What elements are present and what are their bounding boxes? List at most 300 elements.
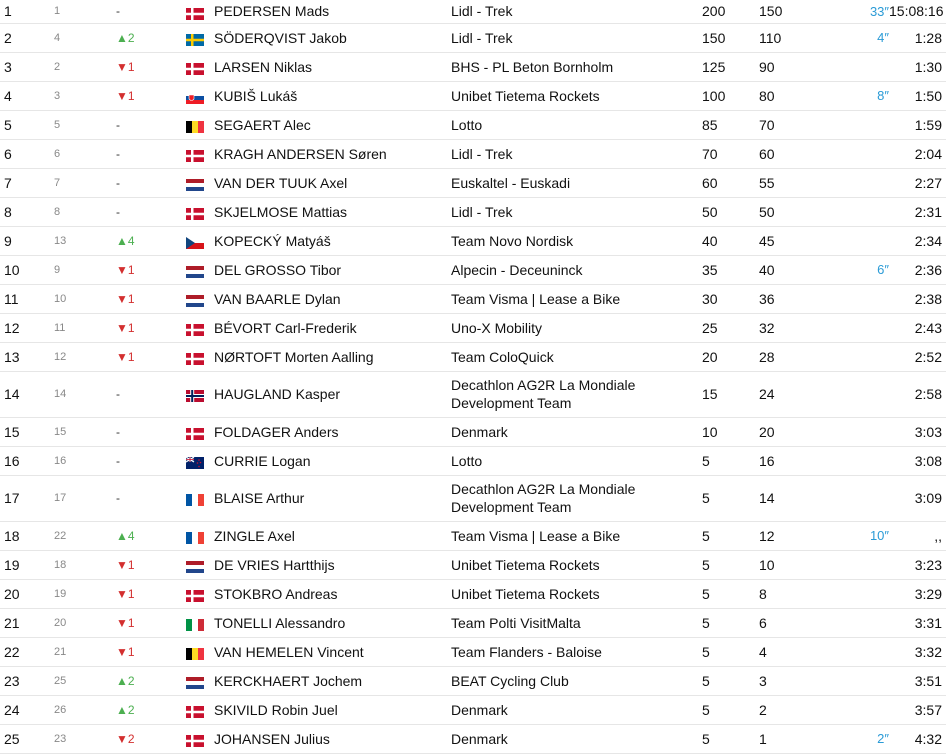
uci-points-cell: 5: [702, 475, 759, 521]
rank-cell: 24: [0, 695, 54, 724]
table-row[interactable]: [0, 313, 946, 342]
rank-cell: 23: [0, 666, 54, 695]
time-gap-cell: 2:36: [889, 255, 946, 284]
table-row[interactable]: [0, 81, 946, 110]
bonus-seconds-cell: 33″: [849, 0, 889, 23]
points-cell: 16: [759, 446, 849, 475]
flag-cell: [186, 446, 214, 475]
rank-change-cell: -: [116, 168, 186, 197]
rider-name-link[interactable]: VAN HEMELEN Vincent: [214, 637, 451, 666]
time-gap-cell: 3:03: [889, 417, 946, 446]
table-row[interactable]: [0, 475, 946, 521]
sweden-flag-icon: [186, 33, 204, 45]
team-name-link[interactable]: BHS - PL Beton Bornholm: [451, 52, 702, 81]
table-row[interactable]: [0, 255, 946, 284]
rider-name-link[interactable]: DE VRIES Hartthijs: [214, 550, 451, 579]
team-name-link[interactable]: Denmark: [451, 724, 702, 753]
rank-change-cell: ▼1: [116, 608, 186, 637]
uci-points-cell: 50: [702, 197, 759, 226]
bonus-seconds-cell: [849, 550, 889, 579]
uci-points-cell: 100: [702, 81, 759, 110]
denmark-flag-icon: [186, 62, 204, 74]
rank-cell: 16: [0, 446, 54, 475]
previous-rank-cell: 21: [54, 637, 116, 666]
table-row[interactable]: [0, 371, 946, 417]
time-gap-cell: ,,: [889, 521, 946, 550]
previous-rank-cell: 19: [54, 579, 116, 608]
netherlands-flag-icon: [186, 178, 204, 190]
previous-rank-cell: 9: [54, 255, 116, 284]
rider-name-link[interactable]: HAUGLAND Kasper: [214, 371, 451, 417]
rank-change-cell: ▼1: [116, 255, 186, 284]
previous-rank-cell: 10: [54, 284, 116, 313]
denmark-flag-icon: [186, 427, 204, 439]
flag-cell: [186, 417, 214, 446]
points-cell: 80: [759, 81, 849, 110]
points-cell: 4: [759, 637, 849, 666]
belgium-flag-icon: [186, 647, 204, 659]
previous-rank-cell: 1: [54, 0, 116, 23]
uci-points-cell: 5: [702, 550, 759, 579]
uci-points-cell: 70: [702, 139, 759, 168]
uci-points-cell: 200: [702, 0, 759, 23]
rank-cell: 11: [0, 284, 54, 313]
previous-rank-cell: 22: [54, 521, 116, 550]
bonus-seconds-cell: [849, 313, 889, 342]
team-name-link[interactable]: Lotto: [451, 110, 702, 139]
team-name-link[interactable]: Lotto: [451, 446, 702, 475]
uci-points-cell: 60: [702, 168, 759, 197]
bonus-seconds-cell: [849, 226, 889, 255]
rank-cell: 7: [0, 168, 54, 197]
netherlands-flag-icon: [186, 676, 204, 688]
rider-name-link[interactable]: DEL GROSSO Tibor: [214, 255, 451, 284]
flag-cell: [186, 23, 214, 52]
rank-change-cell: ▼1: [116, 342, 186, 371]
table-row[interactable]: [0, 168, 946, 197]
bonus-seconds-cell: 6″: [849, 255, 889, 284]
bonus-seconds-cell: [849, 608, 889, 637]
italy-flag-icon: [186, 618, 204, 630]
table-row[interactable]: [0, 52, 946, 81]
team-name-link[interactable]: Uno-X Mobility: [451, 313, 702, 342]
points-cell: 50: [759, 197, 849, 226]
points-cell: 20: [759, 417, 849, 446]
table-row[interactable]: [0, 417, 946, 446]
bonus-seconds-cell: [849, 139, 889, 168]
rider-name-link[interactable]: TONELLI Alessandro: [214, 608, 451, 637]
points-cell: 36: [759, 284, 849, 313]
flag-cell: [186, 52, 214, 81]
rank-change-cell: -: [116, 139, 186, 168]
team-name-link[interactable]: Team Flanders - Baloise: [451, 637, 702, 666]
bonus-seconds-cell: [849, 342, 889, 371]
uci-points-cell: 125: [702, 52, 759, 81]
bonus-seconds-cell: 8″: [849, 81, 889, 110]
previous-rank-cell: 23: [54, 724, 116, 753]
points-cell: 24: [759, 371, 849, 417]
time-gap-cell: 1:50: [889, 81, 946, 110]
rank-cell: 17: [0, 475, 54, 521]
time-gap-cell: 3:29: [889, 579, 946, 608]
previous-rank-cell: 4: [54, 23, 116, 52]
netherlands-flag-icon: [186, 560, 204, 572]
bonus-seconds-cell: [849, 284, 889, 313]
rank-change-cell: ▲4: [116, 521, 186, 550]
table-row[interactable]: [0, 724, 946, 753]
team-name-link[interactable]: Team Visma | Lease a Bike: [451, 284, 702, 313]
rank-change-cell: ▼1: [116, 579, 186, 608]
team-name-link[interactable]: Denmark: [451, 417, 702, 446]
rank-cell: 14: [0, 371, 54, 417]
rank-change-cell: -: [116, 197, 186, 226]
points-cell: 60: [759, 139, 849, 168]
netherlands-flag-icon: [186, 265, 204, 277]
uci-points-cell: 5: [702, 579, 759, 608]
time-gap-cell: 2:31: [889, 197, 946, 226]
table-row[interactable]: [0, 0, 946, 23]
time-gap-cell: 3:51: [889, 666, 946, 695]
rank-cell: 12: [0, 313, 54, 342]
rank-change-cell: -: [116, 417, 186, 446]
uci-points-cell: 150: [702, 23, 759, 52]
time-gap-cell: 2:38: [889, 284, 946, 313]
table-row[interactable]: [0, 695, 946, 724]
rank-cell: 18: [0, 521, 54, 550]
previous-rank-cell: 15: [54, 417, 116, 446]
rider-name-link[interactable]: KUBIŠ Lukáš: [214, 81, 451, 110]
rider-name-link[interactable]: VAN BAARLE Dylan: [214, 284, 451, 313]
team-name-link[interactable]: Lidl - Trek: [451, 23, 702, 52]
uci-points-cell: 85: [702, 110, 759, 139]
flag-cell: [186, 550, 214, 579]
rider-name-link[interactable]: ZINGLE Axel: [214, 521, 451, 550]
bonus-seconds-cell: 4″: [849, 23, 889, 52]
table-row[interactable]: [0, 197, 946, 226]
team-name-link[interactable]: Alpecin - Deceuninck: [451, 255, 702, 284]
flag-cell: [186, 110, 214, 139]
rider-name-link[interactable]: VAN DER TUUK Axel: [214, 168, 451, 197]
points-cell: 6: [759, 608, 849, 637]
rank-cell: 3: [0, 52, 54, 81]
team-name-link[interactable]: Decathlon AG2R La Mondiale Development Team: [451, 371, 702, 417]
rider-name-link[interactable]: BLAISE Arthur: [214, 475, 451, 521]
rank-cell: 1: [0, 0, 54, 23]
flag-cell: [186, 579, 214, 608]
bonus-seconds-cell: [849, 475, 889, 521]
rank-change-cell: ▼1: [116, 52, 186, 81]
rank-change-cell: ▼2: [116, 724, 186, 753]
denmark-flag-icon: [186, 705, 204, 717]
flag-cell: [186, 666, 214, 695]
rank-cell: 6: [0, 139, 54, 168]
bonus-seconds-cell: [849, 52, 889, 81]
bonus-seconds-cell: [849, 666, 889, 695]
france-flag-icon: [186, 531, 204, 543]
team-name-link[interactable]: Team Novo Nordisk: [451, 226, 702, 255]
points-cell: 40: [759, 255, 849, 284]
uci-points-cell: 30: [702, 284, 759, 313]
previous-rank-cell: 5: [54, 110, 116, 139]
flag-cell: [186, 342, 214, 371]
uci-points-cell: 5: [702, 521, 759, 550]
bonus-seconds-cell: [849, 446, 889, 475]
denmark-flag-icon: [186, 149, 204, 161]
uci-points-cell: 5: [702, 695, 759, 724]
rider-name-link[interactable]: STOKBRO Andreas: [214, 579, 451, 608]
flag-cell: [186, 521, 214, 550]
rank-cell: 22: [0, 637, 54, 666]
flag-cell: [186, 255, 214, 284]
france-flag-icon: [186, 493, 204, 505]
previous-rank-cell: 18: [54, 550, 116, 579]
rider-name-link[interactable]: KOPECKÝ Matyáš: [214, 226, 451, 255]
rank-cell: 13: [0, 342, 54, 371]
rider-name-link[interactable]: JOHANSEN Julius: [214, 724, 451, 753]
rider-name-link[interactable]: SÖDERQVIST Jakob: [214, 23, 451, 52]
previous-rank-cell: 20: [54, 608, 116, 637]
team-name-link[interactable]: BEAT Cycling Club: [451, 666, 702, 695]
rank-change-cell: ▼1: [116, 313, 186, 342]
time-gap-cell: 2:34: [889, 226, 946, 255]
time-gap-cell: 3:32: [889, 637, 946, 666]
points-cell: 45: [759, 226, 849, 255]
team-name-link[interactable]: Unibet Tietema Rockets: [451, 81, 702, 110]
time-gap-cell: 15:08:16: [889, 0, 946, 23]
rider-name-link[interactable]: BÉVORT Carl-Frederik: [214, 313, 451, 342]
flag-cell: [186, 371, 214, 417]
team-name-link[interactable]: Denmark: [451, 695, 702, 724]
table-row[interactable]: [0, 579, 946, 608]
time-gap-cell: 1:30: [889, 52, 946, 81]
uci-points-cell: 15: [702, 371, 759, 417]
previous-rank-cell: 16: [54, 446, 116, 475]
points-cell: 12: [759, 521, 849, 550]
previous-rank-cell: 26: [54, 695, 116, 724]
rider-name-link[interactable]: PEDERSEN Mads: [214, 0, 451, 23]
previous-rank-cell: 13: [54, 226, 116, 255]
points-cell: 2: [759, 695, 849, 724]
points-cell: 32: [759, 313, 849, 342]
flag-cell: [186, 168, 214, 197]
denmark-flag-icon: [186, 7, 204, 19]
rider-name-link[interactable]: SEGAERT Alec: [214, 110, 451, 139]
points-cell: 90: [759, 52, 849, 81]
rank-change-cell: ▼1: [116, 81, 186, 110]
previous-rank-cell: 8: [54, 197, 116, 226]
flag-cell: [186, 608, 214, 637]
points-cell: 3: [759, 666, 849, 695]
rank-change-cell: ▲2: [116, 23, 186, 52]
flag-cell: [186, 139, 214, 168]
table-row[interactable]: [0, 342, 946, 371]
points-cell: 14: [759, 475, 849, 521]
rank-cell: 19: [0, 550, 54, 579]
table-row[interactable]: [0, 139, 946, 168]
rank-cell: 4: [0, 81, 54, 110]
bonus-seconds-cell: [849, 579, 889, 608]
uci-points-cell: 20: [702, 342, 759, 371]
rank-change-cell: -: [116, 371, 186, 417]
previous-rank-cell: 17: [54, 475, 116, 521]
rank-cell: 15: [0, 417, 54, 446]
rider-name-link[interactable]: NØRTOFT Morten Aalling: [214, 342, 451, 371]
bonus-seconds-cell: 2″: [849, 724, 889, 753]
team-name-link[interactable]: Lidl - Trek: [451, 0, 702, 23]
team-name-link[interactable]: Unibet Tietema Rockets: [451, 550, 702, 579]
points-cell: 70: [759, 110, 849, 139]
bonus-seconds-cell: [849, 417, 889, 446]
time-gap-cell: 3:09: [889, 475, 946, 521]
rank-change-cell: -: [116, 0, 186, 23]
rank-cell: 9: [0, 226, 54, 255]
rank-cell: 10: [0, 255, 54, 284]
rank-change-cell: ▼1: [116, 284, 186, 313]
previous-rank-cell: 3: [54, 81, 116, 110]
denmark-flag-icon: [186, 323, 204, 335]
team-name-link[interactable]: Team ColoQuick: [451, 342, 702, 371]
rank-cell: 25: [0, 724, 54, 753]
table-row[interactable]: [0, 666, 946, 695]
uci-points-cell: 5: [702, 446, 759, 475]
points-cell: 28: [759, 342, 849, 371]
uci-points-cell: 10: [702, 417, 759, 446]
rank-cell: 21: [0, 608, 54, 637]
time-gap-cell: 2:58: [889, 371, 946, 417]
rank-change-cell: ▲4: [116, 226, 186, 255]
time-gap-cell: 2:04: [889, 139, 946, 168]
rider-name-link[interactable]: SKJELMOSE Mattias: [214, 197, 451, 226]
flag-cell: [186, 313, 214, 342]
czechia-flag-icon: [186, 236, 204, 248]
denmark-flag-icon: [186, 352, 204, 364]
flag-cell: [186, 637, 214, 666]
time-gap-cell: 3:57: [889, 695, 946, 724]
team-name-link[interactable]: Euskaltel - Euskadi: [451, 168, 702, 197]
rank-change-cell: ▼1: [116, 550, 186, 579]
rank-cell: 5: [0, 110, 54, 139]
rider-name-link[interactable]: CURRIE Logan: [214, 446, 451, 475]
points-cell: 1: [759, 724, 849, 753]
team-name-link[interactable]: Lidl - Trek: [451, 139, 702, 168]
time-gap-cell: 3:08: [889, 446, 946, 475]
rider-name-link[interactable]: SKIVILD Robin Juel: [214, 695, 451, 724]
table-row[interactable]: [0, 446, 946, 475]
time-gap-cell: 2:43: [889, 313, 946, 342]
uci-points-cell: 5: [702, 637, 759, 666]
team-name-link[interactable]: Lidl - Trek: [451, 197, 702, 226]
bonus-seconds-cell: [849, 695, 889, 724]
team-name-link[interactable]: Decathlon AG2R La Mondiale Development Team: [451, 475, 702, 521]
norway-flag-icon: [186, 389, 204, 401]
rider-name-link[interactable]: FOLDAGER Anders: [214, 417, 451, 446]
rank-change-cell: -: [116, 446, 186, 475]
flag-cell: [186, 226, 214, 255]
uci-points-cell: 5: [702, 608, 759, 637]
rank-cell: 8: [0, 197, 54, 226]
denmark-flag-icon: [186, 207, 204, 219]
rank-cell: 2: [0, 23, 54, 52]
previous-rank-cell: 7: [54, 168, 116, 197]
points-cell: 150: [759, 0, 849, 23]
flag-cell: [186, 284, 214, 313]
uci-points-cell: 5: [702, 666, 759, 695]
table-row[interactable]: [0, 608, 946, 637]
uci-points-cell: 25: [702, 313, 759, 342]
table-row[interactable]: [0, 521, 946, 550]
points-cell: 8: [759, 579, 849, 608]
table-row[interactable]: [0, 226, 946, 255]
rider-name-link[interactable]: LARSEN Niklas: [214, 52, 451, 81]
denmark-flag-icon: [186, 734, 204, 746]
denmark-flag-icon: [186, 589, 204, 601]
new-zealand-flag-icon: [186, 456, 204, 468]
bonus-seconds-cell: [849, 197, 889, 226]
flag-cell: [186, 81, 214, 110]
table-row[interactable]: [0, 23, 946, 52]
team-name-link[interactable]: Team Polti VisitMalta: [451, 608, 702, 637]
previous-rank-cell: 6: [54, 139, 116, 168]
time-gap-cell: 2:52: [889, 342, 946, 371]
rider-name-link[interactable]: KRAGH ANDERSEN Søren: [214, 139, 451, 168]
previous-rank-cell: 25: [54, 666, 116, 695]
points-cell: 110: [759, 23, 849, 52]
uci-points-cell: 5: [702, 724, 759, 753]
previous-rank-cell: 11: [54, 313, 116, 342]
rank-change-cell: ▲2: [116, 695, 186, 724]
rank-change-cell: -: [116, 110, 186, 139]
points-cell: 55: [759, 168, 849, 197]
previous-rank-cell: 2: [54, 52, 116, 81]
time-gap-cell: 3:23: [889, 550, 946, 579]
time-gap-cell: 3:31: [889, 608, 946, 637]
bonus-seconds-cell: [849, 168, 889, 197]
bonus-seconds-cell: [849, 110, 889, 139]
bonus-seconds-cell: [849, 371, 889, 417]
time-gap-cell: 2:27: [889, 168, 946, 197]
uci-points-cell: 40: [702, 226, 759, 255]
table-row[interactable]: [0, 550, 946, 579]
points-cell: 10: [759, 550, 849, 579]
bonus-seconds-cell: 10″: [849, 521, 889, 550]
netherlands-flag-icon: [186, 294, 204, 306]
bonus-seconds-cell: [849, 637, 889, 666]
rank-change-cell: ▲2: [116, 666, 186, 695]
table-row[interactable]: [0, 284, 946, 313]
rank-cell: 20: [0, 579, 54, 608]
time-gap-cell: 1:28: [889, 23, 946, 52]
flag-cell: [186, 724, 214, 753]
rider-name-link[interactable]: KERCKHAERT Jochem: [214, 666, 451, 695]
belgium-flag-icon: [186, 120, 204, 132]
time-gap-cell: 1:59: [889, 110, 946, 139]
uci-points-cell: 35: [702, 255, 759, 284]
rank-change-cell: ▼1: [116, 637, 186, 666]
flag-cell: [186, 475, 214, 521]
flag-cell: [186, 0, 214, 23]
previous-rank-cell: 12: [54, 342, 116, 371]
team-name-link[interactable]: Unibet Tietema Rockets: [451, 579, 702, 608]
team-name-link[interactable]: Team Visma | Lease a Bike: [451, 521, 702, 550]
rank-change-cell: -: [116, 475, 186, 521]
flag-cell: [186, 695, 214, 724]
flag-cell: [186, 197, 214, 226]
slovakia-flag-icon: [186, 91, 204, 103]
time-gap-cell: 4:32: [889, 724, 946, 753]
table-row[interactable]: [0, 637, 946, 666]
table-row[interactable]: [0, 110, 946, 139]
previous-rank-cell: 14: [54, 371, 116, 417]
